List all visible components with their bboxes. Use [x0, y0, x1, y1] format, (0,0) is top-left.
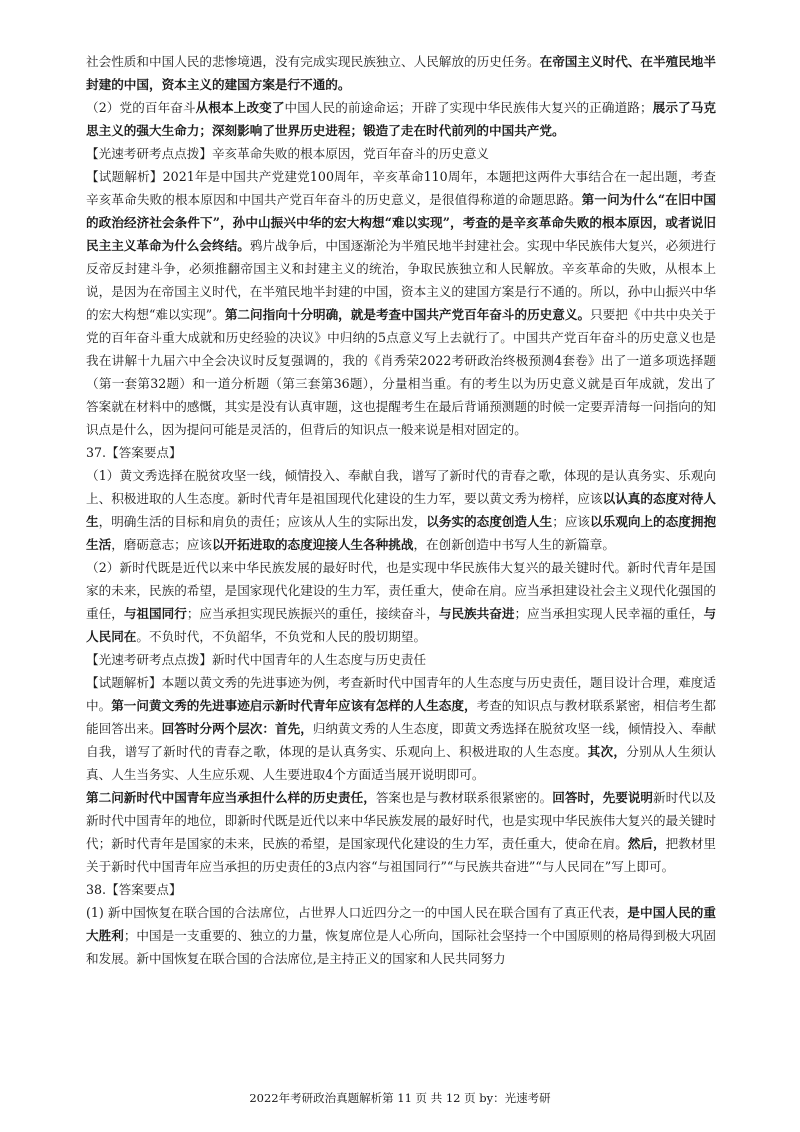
analysis-paragraph: 【试题解析】本题以黄文秀的先进事迹为例，考查新时代中国青年的人生态度与历史责任，题目设计合理，难度适中。第一问黄文秀的先进事迹启示新时代青年应该有怎样的人生态度，考查的知识点与教材联系紧密，相信考生都能回答出来。回答时分两个层次：首先，归纳黄文秀的人生态度，即黄文秀选择在脱贫攻坚一线，倾情投入、奉献自我，谱写了新时代的青春之歌，体现的是认真务实、乐观向上、积极进取的人生态度。其次，分别从人生须认真、人生当务实、人生应乐观、人生要进取4个方面适当展开说明即可。 — [86, 675, 717, 782]
question-37-heading: 37.【答案要点】 — [86, 445, 182, 460]
paragraph-continuation: 社会性质和中国人民的悲惨境遇，没有完成实现民族独立、人民解放的历史任务。在帝国主义时代、在半殖民地半封建的中国，资本主义的建国方案是行不通的。 — [86, 54, 717, 92]
answer-37-part-2: （2）新时代既是近代以来中华民族发展的最好时代，也是实现中华民族伟大复兴的最关键时代。新时代青年是国家的未来，民族的希望，是国家现代化建设的生力军，责任重大，使命在肩。应当承担建设社会主义现代化强国的重任，与祖国同行；应当承担实现民族振兴的重任，接续奋斗，与民族共奋进；应当承担实现人民幸福的重任，与人民同在。不负时代，不负韶华，不负党和人民的殷切期望。 — [86, 560, 717, 644]
document-page — [86, 50, 716, 970]
question-38-heading: 38.【答案要点】 — [86, 882, 182, 897]
answer-38-part-1: (1) 新中国恢复在联合国的合法席位，占世界人口近四分之一的中国人民在联合国有了真正代表，是中国人民的重大胜利；中国是一支重要的、独立的力量，恢复席位是人心所向，国际社会坚持一个中国原则的格局得到极大巩固和发展。新中国恢复在联合国的合法席位,是主持正义的国家和人民共同努力 — [86, 905, 717, 966]
page-footer: 2022年考研政治真题解析第 11 页 共 12 页 by：光速考研 — [249, 1091, 551, 1105]
key-point-heading: 【光速考研考点点拨】新时代中国青年的人生态度与历史责任 — [86, 652, 427, 667]
key-point-heading: 【光速考研考点点拨】辛亥革命失败的根本原因，党百年奋斗的历史意义 — [86, 146, 489, 161]
analysis-paragraph: 第二问新时代中国青年应当承担什么样的历史责任，答案也是与教材联系很紧密的。回答时，先要说明新时代以及新时代中国青年的地位，即新时代既是近代以来中华民族发展的最好时代，也是实现中华民族伟大复兴的最关键时代；新时代青年是国家的未来，民族的希望，是国家现代化建设的生力军，责任重大，使命在肩。然后，把教材里关于新时代中国青年应当承担的历史责任的3点内容“与祖国同行”“与民族共奋进”“与人民同在”写上即可。 — [86, 790, 717, 874]
answer-37-part-1: （1）黄文秀选择在脱贫攻坚一线，倾情投入、奉献自我，谱写了新时代的青春之歌，体现的是认真务实、乐观向上、积极进取的人生态度。新时代青年是祖国现代化建设的生力军，要以黄文秀为榜样，应该以认真的态度对待人生，明确生活的目标和肩负的责任；应该从人生的实际出发，以务实的态度创造人生；应该以乐观向上的态度拥抱生活，磨砺意志；应该以开拓进取的态度迎接人生各种挑战，在创新创造中书写人生的新篇章。 — [86, 468, 717, 552]
answer-point-2: （2）党的百年奋斗从根本上改变了中国人民的前途命运；开辟了实现中华民族伟大复兴的正确道路；展示了马克思主义的强大生命力；深刻影响了世界历史进程；锻造了走在时代前列的中国共产党。 — [86, 100, 717, 138]
bold-text: 在帝国主义时代、在半殖民地半封建的中国，资本主义的建国方案是行不通的。 — [86, 54, 717, 92]
analysis-paragraph: 【试题解析】2021年是中国共产党建党100周年，辛亥革命110周年，本题把这两件大事结合在一起出题，考查辛亥革命失败的根本原因和中国共产党百年奋斗的历史意义，是很值得称道的命题思路。第一问为什么“在旧中国的政治经济社会条件下”，孙中山振兴中华的宏大构想“难以实现”，考查的是辛亥革命失败的根本原因，或者说旧民主主义革命为什么会终结。鸦片战争后，中国逐渐沦为半殖民地半封建社会。实现中华民族伟大复兴，必须进行反帝反封建斗争，必须推翻帝国主义和封建主义的统治，争取民族独立和人民解放。辛亥革命的失败，从根本上说，是因为在帝国主义时代，在半殖民地半封建的中国，资本主义的建国方案是行不通的。所以，孙中山振兴中华的宏大构想“难以实现”。第二问指向十分明确，就是考查中国共产党百年奋斗的历史意义。只要把《中共中央关于党的百年奋斗重大成就和历史经验的决议》中归纳的5点意义写上去就行了。中国共产党百年奋斗的历史意义也是我在讲解十九届六中全会决议时反复强调的，我的《肖秀荣2022考研政治终极预测4套卷》出了一道多项选择题（第一套第32题）和一道分析题（第三套第36题），分量相当重。有的考生以为历史意义就是百年成就，发出了答案就在材料中的感慨，其实是没有认真审题，这也提醒考生在最后背诵预测题的时候一定要弄清每一问指向的知识点是什么，因为提问可能是灵活的，但背后的知识点一般来说是相对固定的。 — [86, 169, 717, 437]
